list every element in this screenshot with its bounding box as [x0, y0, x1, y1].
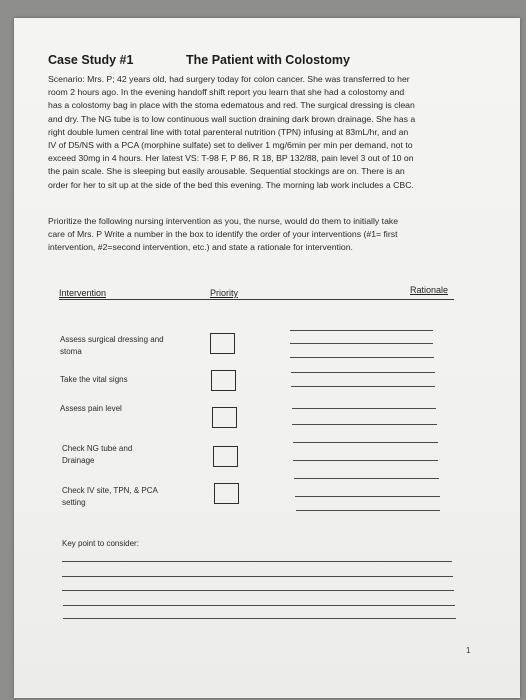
worksheet-page [14, 18, 520, 698]
priority-box[interactable] [214, 483, 239, 504]
scenario-line: right double lumen central line with total parenteral nutrition (TPN) infusing at 83mL/hr, and an [48, 126, 409, 137]
priority-box[interactable] [212, 407, 237, 428]
priority-box[interactable] [213, 446, 238, 467]
key-point-line[interactable] [63, 605, 455, 606]
priority-box[interactable] [210, 333, 235, 354]
key-point-line[interactable] [63, 618, 456, 619]
rationale-line[interactable] [294, 478, 439, 479]
header-rule [59, 299, 454, 300]
rationale-line[interactable] [292, 408, 436, 409]
key-point-line[interactable] [62, 590, 454, 591]
intervention-label: Take the vital signs [60, 375, 128, 384]
instruction-line: Prioritize the following nursing intervention as you, the nurse, would do them to initially take [48, 216, 399, 226]
column-header-intervention: Intervention [59, 288, 107, 298]
rationale-line[interactable] [292, 424, 437, 425]
rationale-line[interactable] [296, 510, 440, 511]
page-number: 1 [466, 646, 471, 655]
scenario-line: IV of D5/NS with a PCA (morphine sulfate) set to deliver 1 mg/6min per min per demand, not to [48, 140, 413, 151]
key-point-line[interactable] [62, 561, 452, 562]
scenario-line: order for her to sit up at the side of the bed this evening. The morning lab work includes a CBC. [48, 179, 414, 190]
rationale-line[interactable] [293, 442, 438, 443]
intervention-label: Assess surgical dressing and stoma [60, 335, 164, 356]
rationale-line[interactable] [291, 386, 435, 387]
rationale-line[interactable] [295, 496, 440, 497]
instruction-line: care of Mrs. P Write a number in the box to identify the order of your interventions (#1= first [48, 229, 398, 240]
instruction-paragraph [48, 215, 398, 255]
intervention-label: Check IV site, TPN, & PCA setting [62, 486, 158, 507]
column-header-priority: Priority [210, 288, 239, 298]
key-point-label: Key point to consider: [62, 539, 139, 548]
key-point-line[interactable] [62, 576, 453, 577]
rationale-line[interactable] [290, 343, 433, 344]
scenario-line: has a colostomy bag in place with the stoma edematous and red. The surgical dressing is clean [48, 100, 415, 111]
rationale-line[interactable] [293, 460, 438, 461]
priority-box[interactable] [211, 370, 236, 391]
scenario-line: Scenario: Mrs. P; 42 years old, had surgery today for colon cancer. She was transferred to her [48, 74, 410, 84]
rationale-line[interactable] [290, 357, 434, 358]
scenario-paragraph [48, 73, 415, 192]
instruction-line: intervention, #2=second intervention, etc.) and state a rationale for intervention. [48, 242, 353, 253]
column-header-rationale: Rationale [410, 285, 449, 295]
scenario-line: the pain scale. She is sleeping but easily arousable. Sequential stockings are on. There is an [48, 166, 405, 177]
page-title: The Patient with Colostomy [186, 53, 350, 67]
intervention-label: Assess pain level [60, 404, 122, 413]
rationale-line[interactable] [290, 330, 433, 331]
case-label: Case Study #1 [48, 53, 134, 67]
rationale-line[interactable] [291, 372, 435, 373]
scenario-line: and dry. The NG tube is to low continuous wall suction draining dark brown drainage. She has a [48, 113, 416, 124]
scenario-line: exceed 30mg in 4 hours. Her latest VS: T-98 F, P 86, R 18, BP 132/88, pain level 3 out of 10 on [48, 153, 414, 164]
intervention-label: Check NG tube and Drainage [62, 444, 133, 465]
scenario-line: room 2 hours ago. In the evening handoff shift report you learn that she had a colostomy and [48, 87, 405, 98]
